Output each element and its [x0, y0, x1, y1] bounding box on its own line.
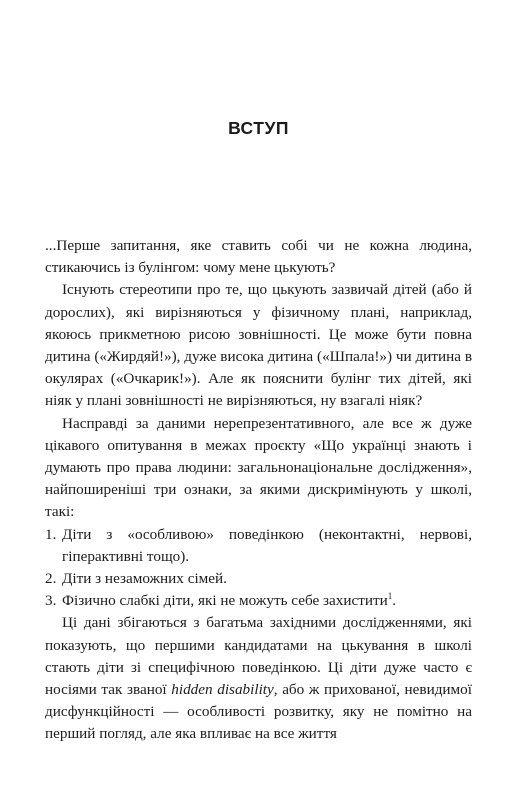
paragraph-research-continued: , або ж прихованої, невидимої дисфункційності — особливості розвитку, яку не помітно на перший погляд, але яка впливає на все життя	[45, 681, 472, 743]
italic-term: hidden disability	[171, 681, 274, 699]
list-text: Діти з незаможних сімей.	[62, 570, 227, 588]
paragraph-stereotypes: Існують стереотипи про те, що цькують зазвичай дітей (або й дорослих), які вирізняються у фізичному плані, наприклад, якоюсь прикметною рисою зовнішності. Це може бути повна дитина («Жирдяй!»), дуже висока дитина («Шпала!») чи дитина в окулярах («Очкарик!»). Але як пояснити булінг тих дітей, які ніяк у плані зовнішності не вирізняються, ну взагалі ніяк?	[45, 281, 472, 410]
list-number: 1.	[45, 525, 57, 543]
paragraph-survey: Насправді за даними нерепрезентативного, але все ж дуже цікавого опитування в межах проєкту «Що українці знають і думають про права людини: загальнонаціональне дослідження», найпоширеніші три ознаки, за якими дискримінують у школі, такі:	[45, 414, 472, 521]
list-number: 2.	[45, 570, 57, 588]
list-number: 3.	[45, 592, 57, 610]
paragraph-research-text: Ці дані збігаються з багатьма західними дослідженнями, які показують, що першими кандидатами на цькування в школі стають діти зі специфічною поведінкою. Ці діти дуже часто є носіями так званої	[45, 614, 472, 699]
paragraph-research	[45, 612, 472, 745]
list-item	[45, 568, 472, 590]
list-item	[45, 524, 472, 568]
body-text	[45, 235, 472, 746]
list-punctuation: .	[392, 592, 397, 610]
list-text: Фізично слабкі діти, які не можуть себе захистити	[62, 592, 388, 610]
paragraph-intro: ...Перше запитання, яке ставить собі чи не кожна людина, стикаючись із булінгом: чому мене цькують?	[45, 237, 472, 277]
list-text: Діти з «особливою» поведінкою (неконтактні, нервові, гіперактивні тощо).	[62, 525, 472, 565]
list-item	[45, 590, 472, 612]
chapter-title: ВСТУП	[228, 118, 289, 138]
footnote-marker[interactable]: 1	[387, 591, 393, 602]
